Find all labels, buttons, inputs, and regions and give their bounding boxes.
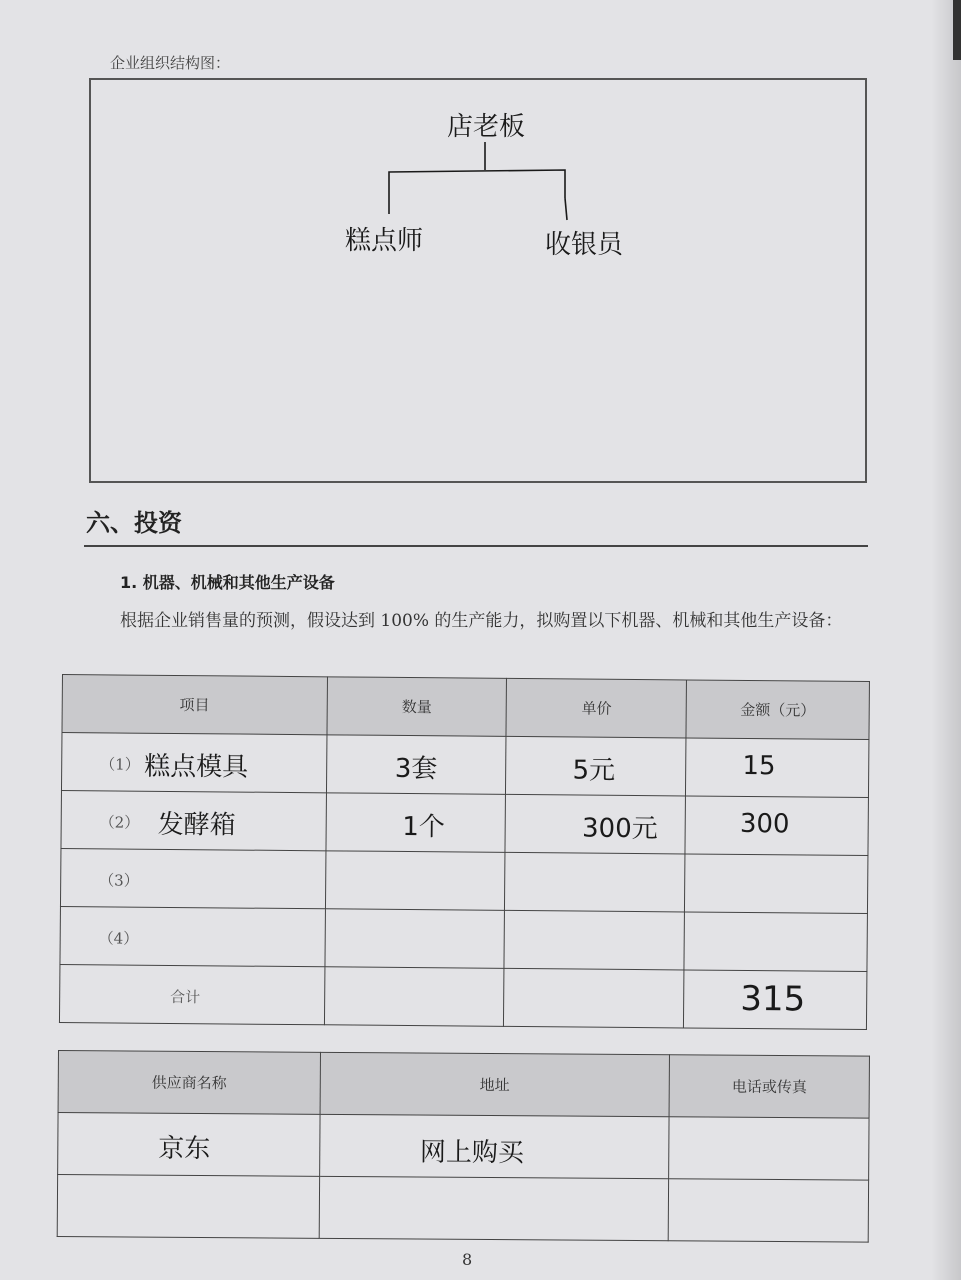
total-amount-cell (684, 970, 867, 1030)
header-quantity: 数量 (327, 677, 507, 737)
supplier-name-cell (58, 1113, 320, 1177)
item-cell (60, 906, 325, 966)
header-phone-fax: 电话或传真 (669, 1055, 869, 1118)
price-cell (506, 736, 686, 796)
table-row (61, 733, 868, 798)
header-address: 地址 (320, 1052, 670, 1116)
header-supplier-name: 供应商名称 (58, 1051, 320, 1115)
quantity-value: 3套 (394, 753, 438, 785)
address-cell (319, 1114, 669, 1178)
item-name: 发酵箱 (157, 809, 236, 841)
table-row (58, 1113, 869, 1181)
page-number: 8 (462, 1250, 473, 1269)
item-name: 糕点模具 (144, 751, 249, 783)
price-cell (504, 910, 684, 970)
phone-cell (669, 1117, 869, 1180)
quantity-cell (325, 851, 505, 911)
section-divider (84, 545, 868, 547)
total-quantity-cell (324, 967, 504, 1027)
price-value: 300元 (581, 813, 658, 845)
item-cell (61, 733, 326, 793)
quantity-cell (325, 909, 505, 969)
item-cell (60, 848, 325, 908)
supplier-address: 网上购买 (419, 1137, 525, 1169)
amount-cell (685, 796, 868, 856)
address-cell (319, 1176, 669, 1240)
subsection-title: 1. 机器、机械和其他生产设备 (120, 573, 335, 592)
price-value: 5元 (572, 755, 616, 786)
table-row (57, 1175, 868, 1243)
amount-value: 300 (739, 808, 790, 840)
total-amount: 315 (740, 978, 806, 1020)
table-row (60, 848, 867, 913)
amount-value: 15 (742, 750, 776, 782)
org-child-node-cashier: 收银员 (545, 230, 624, 260)
page-binding-edge (953, 0, 961, 60)
org-child-node-pastry-chef: 糕点师 (345, 226, 424, 256)
total-label-cell (59, 964, 324, 1024)
quantity-cell (326, 735, 506, 795)
org-root-node: 店老板 (447, 112, 526, 142)
amount-cell (686, 738, 869, 798)
header-amount: 金额（元） (686, 680, 869, 740)
supplier-table (57, 1050, 870, 1243)
total-row (59, 964, 866, 1029)
supplier-name-cell (57, 1175, 319, 1239)
total-label: 合计 (170, 987, 201, 1007)
table-row (60, 906, 867, 971)
supplier-name: 京东 (158, 1133, 211, 1165)
amount-cell (684, 912, 867, 972)
price-cell (505, 852, 685, 912)
row-label: （2） (99, 813, 140, 832)
equipment-table-header (62, 675, 869, 740)
intro-paragraph: 根据企业销售量的预测，假设达到 100% 的生产能力，拟购置以下机器、机械和其他生产设备： (120, 611, 843, 631)
section-title: 六、投资 (86, 509, 182, 537)
row-label: （1） (100, 755, 140, 774)
org-chart-caption: 企业组织结构图： (110, 54, 231, 72)
supplier-table-header (58, 1051, 869, 1119)
row-label: （4） (98, 929, 139, 948)
page-edge-shadow (931, 0, 961, 1280)
equipment-table (59, 674, 870, 1030)
amount-cell (685, 854, 868, 914)
total-price-cell (504, 968, 684, 1028)
quantity-value: 1个 (402, 811, 445, 843)
row-label: （3） (99, 871, 139, 890)
item-cell (61, 790, 326, 850)
phone-cell (668, 1179, 868, 1242)
table-row (61, 790, 868, 855)
org-chart-box (89, 78, 867, 483)
quantity-cell (326, 793, 506, 853)
header-item: 项目 (62, 675, 327, 735)
price-cell (505, 794, 685, 854)
header-unit-price: 单价 (506, 678, 686, 738)
